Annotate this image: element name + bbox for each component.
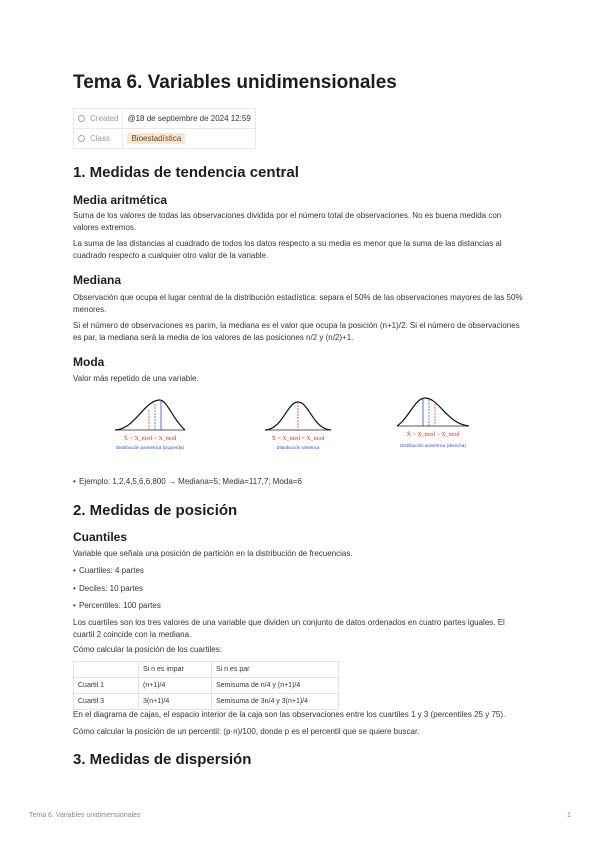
list-item: • Percentiles: 100 partes [79, 600, 161, 612]
class-tag[interactable]: Bioestadística [127, 133, 185, 144]
table-cell: 3(n+1)/4 [139, 694, 212, 710]
caption-right: Distribución asimétrica (derecha) [400, 443, 466, 448]
property-created [74, 109, 256, 129]
page-title: Tema 6. Variables unidimensionales [73, 72, 397, 93]
caption-left: Distribución asimétrica (izquierda) [116, 445, 184, 450]
paragraph: Cómo calcular la posición de los cuartiles: [73, 645, 222, 654]
property-label: Created [90, 114, 119, 123]
paragraph: Observación que ocupa el lugar central de la distribución estadística: separa el 50% de las observaciones mayores de las 50% menores. [73, 293, 523, 314]
paragraph: En el diagrama de cajas, el espacio interior de la caja son las observaciones entre los cuartiles 1 y 3 (percentiles 25 y 75). [73, 710, 506, 719]
table-cell: Semisuma de 3n/4 y 3(n+1)/4 [212, 694, 339, 710]
subheading-media: Media aritmética [73, 193, 168, 207]
subheading-mediana: Mediana [73, 273, 122, 287]
caption-center: Distribución simétrica [276, 445, 320, 450]
property-label: Class [90, 134, 111, 143]
footer-title: Tema 6. Variables unidimensionales [29, 812, 141, 819]
distribution-figure [107, 396, 487, 462]
list-item: • Deciles: 10 partes [79, 583, 143, 595]
list-item: • Cuartiles: 4 partes [79, 565, 144, 577]
table-header-cell: Si n es par [212, 662, 339, 678]
section-heading-1: 1. Medidas de tendencia central [73, 164, 299, 181]
section-heading-3: 3. Medidas de dispersión [73, 751, 252, 768]
table-cell: Cuartil 3 [74, 694, 139, 710]
list-icon [78, 135, 85, 142]
paragraph: La suma de las distancias al cuadrado de todos los datos respecto a su media es menor que la suma de las distancias al cuadrado respecto a cualquier otro valor de la variable. [73, 239, 502, 260]
table-row [74, 678, 339, 694]
paragraph: Si el número de observaciones es parim, la mediana es el valor que ocupa la posición (n+1)/2. Si el número de observaciones es par, la mediana será la media de los valores de las posiciones n/2 y (n/2)+1. [73, 321, 520, 342]
table-header-cell: Si n es impar [139, 662, 212, 678]
skew-left-curve [115, 400, 185, 430]
paragraph: Valor más repetido de una variable. [73, 374, 199, 383]
subheading-cuantiles: Cuantiles [73, 530, 128, 544]
properties-table [73, 108, 256, 149]
formula-right: X̄ > X_med > X_mod [406, 432, 460, 438]
property-class [74, 129, 256, 149]
paragraph: Variable que señala una posición de partición en la distribución de frecuencias. [73, 549, 353, 558]
paragraph: Los cuartiles son los tres valores de una variable que dividen un conjunto de datos ordenados en cuatro partes iguales. El cuartil 2 coincide con la mediana. [73, 618, 505, 639]
formula-left: X̄ < X_med < X_mod [123, 436, 177, 442]
created-value: @18 de septiembre de 2024 12:59 [123, 109, 255, 129]
table-cell: Cuartil 1 [74, 678, 139, 694]
paragraph: Cómo calcular la posición de un percentil: (p·n)/100, donde p es el percentil que se quiere buscar. [73, 727, 420, 736]
table-row [74, 694, 339, 710]
formula-center: X̄ = X_med = X_mod [271, 436, 325, 442]
skew-right-curve [397, 398, 469, 426]
table-header-row [74, 662, 339, 678]
list-item: • Ejemplo: 1,2,4,5,6,6,800 → Mediana=5; Media=117,7; Moda=6 [79, 476, 302, 488]
section-heading-2: 2. Medidas de posición [73, 502, 238, 519]
symmetric-curve [265, 402, 331, 430]
clock-icon [78, 115, 85, 122]
paragraph: Suma de los valores de todas las observaciones dividida por el número total de observaciones. No es buena medida con valores extremos. [73, 211, 502, 232]
subheading-moda: Moda [73, 355, 105, 369]
quartile-table [73, 661, 339, 710]
footer-page-number: 1 [567, 812, 571, 819]
table-cell: (n+1)/4 [139, 678, 212, 694]
table-header-cell [74, 662, 139, 678]
table-cell: Semisuma de n/4 y (n+1)/4 [212, 678, 339, 694]
